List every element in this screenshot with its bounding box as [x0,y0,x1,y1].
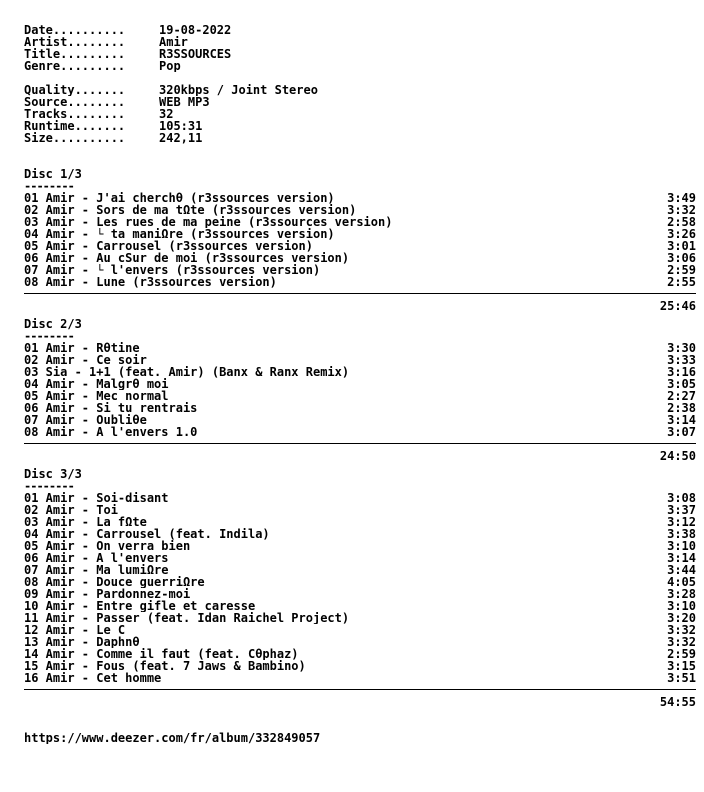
info-key: Title......... [24,48,126,60]
track-title: 05 Amir - Carrousel (r3ssources version) [24,240,313,252]
track-title: 08 Amir - Lune (r3ssources version) [24,276,277,288]
track-duration: 3:08 [667,492,696,504]
track-title: 08 Amir - Douce guerriΩre [24,576,205,588]
track-title: 09 Amir - Pardonnez-moi [24,588,191,600]
disc-title: Disc 3/3 [24,468,82,480]
divider [24,443,696,444]
track-duration: 3:28 [667,588,696,600]
album-info-document [24,24,696,708]
info-value: R3SSOURCES [159,48,232,60]
disc-title: Disc 1/3 [24,168,82,180]
track-row [24,204,696,216]
track-duration: 3:51 [667,672,696,684]
track-duration: 2:58 [667,216,696,228]
spacer [24,72,696,84]
disc-title-underline: -------- [24,480,74,492]
tech-value: 32 [159,108,174,120]
tech-key: Source........ [24,96,126,108]
track-row [24,342,696,354]
track-duration: 3:38 [667,528,696,540]
track-row [24,540,696,552]
track-title: 13 Amir - Daphnθ [24,636,140,648]
info-value: 19-08-2022 [159,24,232,36]
track-duration: 3:12 [667,516,696,528]
track-duration: 3:32 [667,204,696,216]
track-duration: 3:32 [667,636,696,648]
disc-title: Disc 2/3 [24,318,82,330]
track-row [24,192,696,204]
info-row-title [24,48,696,60]
track-title: 16 Amir - Cet homme [24,672,162,684]
track-duration: 3:30 [667,342,696,354]
track-title: 11 Amir - Passer (feat. Idan Raichel Project) [24,612,350,624]
disc-list [24,168,696,708]
info-value: Amir [159,36,188,48]
track-row [24,516,696,528]
tech-row-tracks [24,108,696,120]
track-row [24,504,696,516]
track-row [24,228,696,240]
release-info-block [24,24,696,72]
track-row [24,564,696,576]
track-row [24,240,696,252]
track-row [24,528,696,540]
track-title: 03 Amir - Les rues de ma peine (r3ssources version) [24,216,393,228]
track-title: 01 Amir - J'ai cherchθ (r3ssources version) [24,192,335,204]
track-row [24,276,696,288]
info-key: Date.......... [24,24,126,36]
track-title: 10 Amir - Entre gifle et caresse [24,600,256,612]
track-row [24,576,696,588]
tech-row-runtime [24,120,696,132]
track-duration: 3:37 [667,504,696,516]
track-row [24,414,696,426]
track-duration: 3:07 [667,426,696,438]
track-title: 07 Amir - Oubliθe [24,414,147,426]
track-title: 03 Sia - 1+1 (feat. Amir) (Banx & Ranx Remix) [24,366,350,378]
track-duration: 3:14 [667,552,696,564]
spacer [24,144,696,168]
track-duration: 2:59 [667,648,696,660]
album-url[interactable]: https://www.deezer.com/fr/album/332849057 [24,732,321,744]
track-row [24,648,696,660]
disc-title-underline: -------- [24,180,74,192]
track-title: 01 Amir - Rθtine [24,342,140,354]
tech-key: Size.......... [24,132,126,144]
track-duration: 2:59 [667,264,696,276]
track-row [24,552,696,564]
tech-row-size [24,132,696,144]
track-title: 01 Amir - Soi-disant [24,492,169,504]
track-title: 07 Amir - Ma lumiΩre [24,564,169,576]
info-row-artist [24,36,696,48]
track-title: 05 Amir - Mec normal [24,390,169,402]
track-duration: 2:27 [667,390,696,402]
track-row [24,612,696,624]
info-key: Artist........ [24,36,126,48]
track-duration: 3:01 [667,240,696,252]
track-title: 07 Amir - └ l'envers (r3ssources version) [24,264,321,276]
tech-key: Runtime....... [24,120,126,132]
track-row [24,426,696,438]
disc-section [24,318,696,462]
tech-value: 105:31 [159,120,203,132]
tech-row-quality [24,84,696,96]
track-title: 02 Amir - Ce soir [24,354,147,366]
disc-total-duration: 24:50 [659,450,696,462]
track-title: 05 Amir - On verra bien [24,540,191,552]
disc-title-underline: -------- [24,330,74,342]
track-title: 15 Amir - Fous (feat. 7 Jaws & Bambino) [24,660,306,672]
tech-key: Quality....... [24,84,126,96]
divider [24,293,696,294]
disc-section [24,168,696,312]
track-duration: 3:06 [667,252,696,264]
track-duration: 3:05 [667,378,696,390]
track-row [24,636,696,648]
track-title: 06 Amir - Au cSur de moi (r3ssources version) [24,252,350,264]
track-title: 06 Amir - A l'envers [24,552,169,564]
track-title: 02 Amir - Sors de ma tΩte (r3ssources version) [24,204,357,216]
track-duration: 3:10 [667,540,696,552]
track-title: 14 Amir - Comme il faut (feat. Cθphaz) [24,648,299,660]
tech-value: 242,11 [159,132,203,144]
track-row [24,366,696,378]
info-key: Genre......... [24,60,126,72]
track-row [24,216,696,228]
divider [24,689,696,690]
track-duration: 3:33 [667,354,696,366]
track-duration: 3:20 [667,612,696,624]
disc-total-duration: 25:46 [659,300,696,312]
info-row-genre [24,60,696,72]
track-title: 06 Amir - Si tu rentrais [24,402,198,414]
technical-info-block [24,84,696,144]
track-duration: 2:38 [667,402,696,414]
track-duration: 3:10 [667,600,696,612]
tech-value: 320kbps / Joint Stereo [159,84,318,96]
track-duration: 3:32 [667,624,696,636]
track-row [24,252,696,264]
track-duration: 4:05 [667,576,696,588]
track-row [24,672,696,684]
track-row [24,402,696,414]
info-value: Pop [159,60,181,72]
track-duration: 3:44 [667,564,696,576]
track-title: 08 Amir - A l'envers 1.0 [24,426,198,438]
track-row [24,492,696,504]
track-title: 04 Amir - └ ta maniΩre (r3ssources version) [24,228,335,240]
track-title: 03 Amir - La fΩte [24,516,147,528]
track-title: 12 Amir - Le C [24,624,126,636]
track-row [24,660,696,672]
track-row [24,600,696,612]
track-duration: 3:16 [667,366,696,378]
tech-row-source [24,96,696,108]
track-title: 04 Amir - Carrousel (feat. Indila) [24,528,270,540]
track-duration: 3:14 [667,414,696,426]
disc-section [24,468,696,708]
track-row [24,354,696,366]
tech-value: WEB MP3 [159,96,210,108]
track-duration: 3:26 [667,228,696,240]
track-duration: 3:15 [667,660,696,672]
track-row [24,624,696,636]
track-title: 02 Amir - Toi [24,504,118,516]
track-duration: 3:49 [667,192,696,204]
track-row [24,264,696,276]
track-duration: 2:55 [667,276,696,288]
track-title: 04 Amir - Malgrθ moi [24,378,169,390]
tech-key: Tracks........ [24,108,126,120]
track-row [24,588,696,600]
disc-total-duration: 54:55 [659,696,696,708]
track-row [24,390,696,402]
info-row-date [24,24,696,36]
track-row [24,378,696,390]
